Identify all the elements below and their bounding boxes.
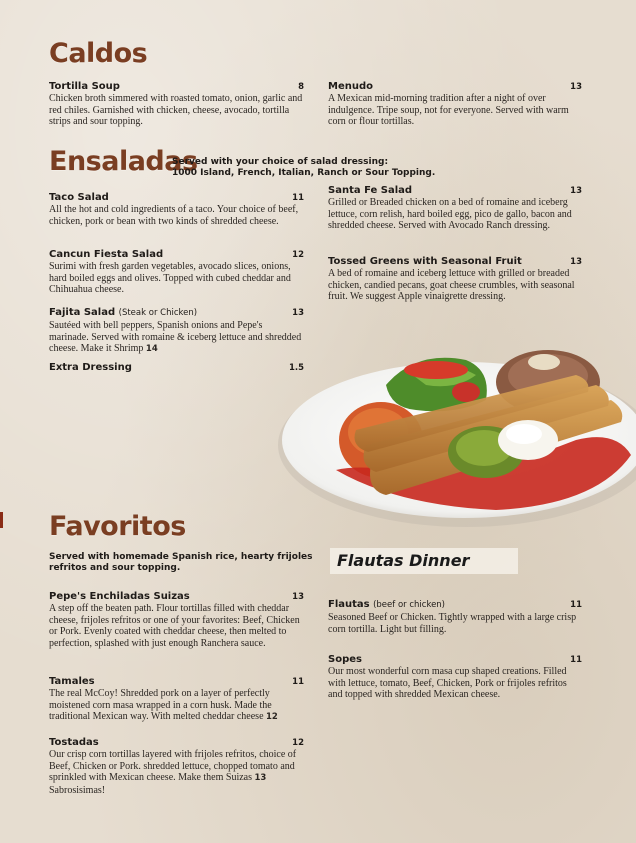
item-name: Flautas (328, 599, 370, 610)
description-text: The real McCoy! Shredded pork on a layer of perfectly moistened corn masa wrapped in a corn husk. Made the traditional Mexican way. With melted cheddar cheese (49, 688, 272, 722)
item-price: 11 (570, 600, 582, 610)
item-name: Taco Salad (49, 192, 109, 203)
item-note: (Steak or Chicken) (118, 308, 198, 318)
note-line: Served with homemade Spanish rice, hearty frijoles (49, 552, 313, 562)
photo-caption: Flautas Dinner (337, 551, 470, 570)
note-line: 1000 Island, French, Italian, Ranch or Sour Topping. (172, 168, 436, 178)
description-text: Sautéed with bell peppers, Spanish onions and Pepe's marinade. Served with romaine & iceberg lettuce and shredded cheese. Make it Shrimp (49, 320, 302, 354)
menu-item-tortilla-soup (49, 80, 304, 128)
item-name: Cancun Fiesta Salad (49, 249, 164, 260)
item-name: Fajita Salad (49, 307, 116, 318)
item-description (49, 320, 304, 356)
menu-item-extra-dressing (49, 361, 304, 374)
item-description (49, 688, 304, 724)
menu-item-cancun-fiesta-salad (49, 248, 304, 296)
menu-item-tostadas (49, 736, 304, 796)
item-price: 12 (292, 250, 304, 260)
item-price: 13 (570, 82, 582, 92)
menu-item-sopes (328, 653, 582, 701)
item-name: Santa Fe Salad (328, 185, 413, 196)
item-price: 13 (292, 592, 304, 602)
item-description: All the hot and cold ingredients of a taco. Your choice of beef, chicken, pork or bean with two kinds of shredded cheese. (49, 204, 299, 227)
item-description: Grilled or Breaded chicken on a bed of romaine and iceberg lettuce, corn relish, hard boiled egg, pico de gallo, bacon and shredded cheese. Served with Avocado Ranch dressing. (328, 197, 572, 231)
item-price: 13 (292, 308, 304, 318)
upgrade-price: 14 (145, 344, 158, 354)
section-title-favoritos: Favoritos (49, 511, 186, 542)
item-name: Tossed Greens with Seasonal Fruit (328, 256, 522, 267)
description-text: Our crisp corn tortillas layered with frijoles refritos, choice of Beef, Chicken or Pork. shredded lettuce, chopped tomato and sprinkled with Mexican cheese. Make them Suizas (49, 749, 297, 783)
item-description: A Mexican mid-morning tradition after a night of over indulgence. Tripe soup, not for everyone. Served with warm corn or flour tortillas. (328, 93, 569, 127)
item-price: 8 (298, 82, 304, 92)
item-name: Extra Dressing (49, 362, 132, 373)
item-name: Tostadas (49, 737, 99, 748)
note-line: refritos and sour topping. (49, 563, 181, 573)
favoritos-note (49, 552, 313, 574)
menu-item-tamales (49, 675, 304, 724)
item-name: Tamales (49, 676, 95, 687)
item-name: Pepe's Enchiladas Suizas (49, 591, 190, 602)
item-description (49, 749, 304, 796)
item-price: 11 (292, 677, 304, 687)
item-description: A bed of romaine and iceberg lettuce with grilled or breaded chicken, candied pecans, goat cheese crumbles, with seasonal fruit. We suggest Apple vinaigrette dressing. (328, 268, 575, 302)
menu-item-enchiladas-suizas (49, 590, 304, 649)
section-title-caldos: Caldos (49, 38, 148, 69)
item-name: Menudo (328, 81, 373, 92)
edge-mark (0, 512, 3, 528)
menu-item-fajita-salad (49, 306, 304, 356)
item-note: (beef or chicken) (373, 600, 446, 610)
flautas-dinner-photo (276, 330, 636, 530)
menu-item-santa-fe-salad (328, 184, 582, 232)
item-price: 13 (570, 186, 582, 196)
upgrade-price: 12 (266, 712, 278, 722)
item-price: 1.5 (288, 363, 304, 373)
item-price: 11 (570, 655, 582, 665)
section-title-ensaladas: Ensaladas (49, 146, 198, 177)
item-price: 13 (570, 257, 582, 267)
item-name: Sopes (328, 654, 362, 665)
ensaladas-note (172, 157, 435, 179)
item-price: 12 (292, 738, 304, 748)
item-name: Tortilla Soup (49, 81, 120, 92)
item-description: Surimi with fresh garden vegetables, avocado slices, onions, hard boiled eggs and olives. Topped with cubed cheddar and Chihuahua cheese. (49, 261, 291, 295)
menu-item-taco-salad (49, 191, 304, 227)
description-tail: Sabrosisimas! (49, 784, 106, 796)
item-description: Seasoned Beef or Chicken. Tightly wrapped with a large crisp corn tortilla. Light but filling. (328, 612, 577, 635)
item-description: Chicken broth simmered with roasted tomato, onion, garlic and red chiles. Garnished with chicken, cheese, avocado, tortilla strips and sour topping. (49, 93, 303, 127)
menu-item-flautas (328, 598, 582, 635)
item-description: Our most wonderful corn masa cup shaped creations. Filled with lettuce, tomato, Beef, Chicken, Pork or frijoles refritos and topped with shredded Mexican cheese. (328, 666, 567, 700)
item-price: 11 (292, 193, 304, 203)
upgrade-price: 13 (254, 773, 267, 783)
menu-item-menudo (328, 80, 582, 128)
menu-item-tossed-greens (328, 255, 582, 303)
note-line: Served with your choice of salad dressing: (172, 157, 389, 167)
item-description: A step off the beaten path. Flour tortillas filled with cheddar cheese, frijoles refritos or one of your favorites: Beef, Chicken or Pork. Evenly coated with cheddar cheese, then melted to perfection, splashed with just enough Ranchera sauce. (49, 603, 300, 649)
